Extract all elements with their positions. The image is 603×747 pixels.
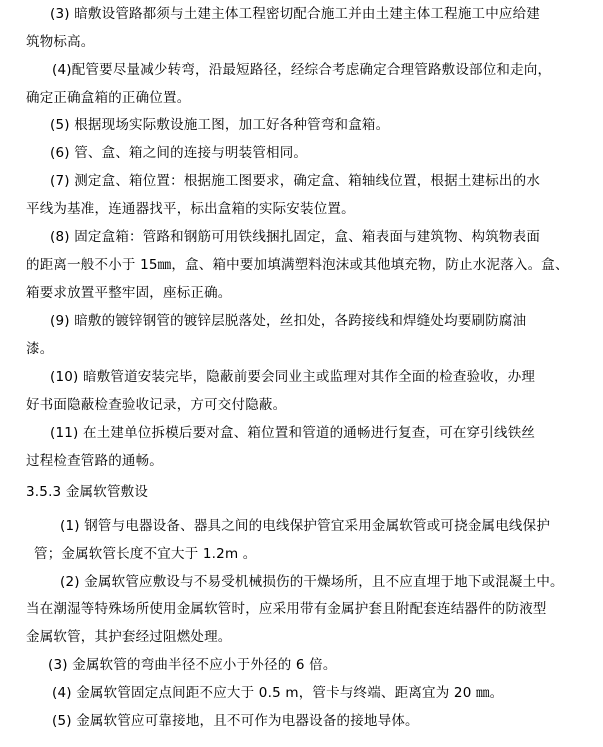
- paragraph-line: (3) 暗敷设管路都须与土建主体工程密切配合施工并由土建主体工程施工中应给建: [50, 6, 541, 22]
- paragraph-line: (5) 根据现场实际敷设施工图，加工好各种管弯和盒箱。: [50, 117, 390, 133]
- paragraph-line: (3) 金属软管的弯曲半径不应小于外径的 6 倍。: [48, 657, 337, 673]
- paragraph-line: (4) 金属软管固定点间距不应大于 0.5 m，管卡与终端、距离宜为 20 ㎜。: [52, 685, 504, 701]
- paragraph-line: (7) 测定盒、箱位置：根据施工图要求，确定盒、箱轴线位置，根据土建标出的水: [50, 173, 541, 189]
- paragraph-line: (11) 在土建单位拆模后要对盒、箱位置和管道的通畅进行复查，可在穿引线铁丝: [50, 425, 536, 441]
- paragraph-line: 金属软管，其护套经过阻燃处理。: [26, 629, 232, 645]
- paragraph-line: (9) 暗敷的镀锌钢管的镀锌层脱落处，丝扣处，各跨接线和焊缝处均要刷防腐油: [50, 313, 527, 329]
- paragraph-line: (5) 金属软管应可靠接地，且不可作为电器设备的接地导体。: [52, 713, 419, 729]
- paragraph-line: (4)配管要尽量减少转弯，沿最短路径，经综合考虑确定合理管路敷设部位和走向，: [52, 62, 552, 78]
- paragraph-line: 箱要求放置平整牢固，座标正确。: [26, 285, 232, 301]
- paragraph-line: 当在潮湿等特殊场所使用金属软管时，应采用带有金属护套且附配套连结器件的防液型: [26, 601, 547, 617]
- paragraph-line: (2) 金属软管应敷设与不易受机械损伤的干燥场所，且不应直埋于地下或混凝土中。: [60, 574, 564, 590]
- paragraph-line: (6) 管、盒、箱之间的连接与明装管相同。: [50, 145, 308, 161]
- section-heading: 3.5.3 金属软管敷设: [26, 484, 149, 500]
- paragraph-line: 筑物标高。: [26, 34, 95, 50]
- paragraph-line: 过程检查管路的通畅。: [26, 453, 163, 469]
- paragraph-line: 的距离一般不小于 15㎜，盒、箱中要加填满塑料泡沫或其他填充物，防止水泥落入。盒、: [26, 257, 569, 273]
- paragraph-line: (10) 暗敷管道安装完毕，隐蔽前要会同业主或监理对其作全面的检查验收，办理: [50, 369, 536, 385]
- paragraph-line: 平线为基准，连通器找平，标出盒箱的实际安装位置。: [26, 201, 355, 217]
- paragraph-line: 确定正确盒箱的正确位置。: [26, 90, 191, 106]
- paragraph-line: 好书面隐蔽检查验收记录，方可交付隐蔽。: [26, 397, 287, 413]
- paragraph-line: (1) 钢管与电器设备、器具之间的电线保护管宜采用金属软管或可挠金属电线保护: [60, 518, 551, 534]
- paragraph-line: (8) 固定盒箱：管路和钢筋可用铁线捆扎固定，盒、箱表面与建筑物、构筑物表面: [50, 229, 541, 245]
- paragraph-line: 管；金属软管长度不宜大于 1.2m 。: [34, 546, 257, 562]
- paragraph-line: 漆。: [26, 341, 54, 357]
